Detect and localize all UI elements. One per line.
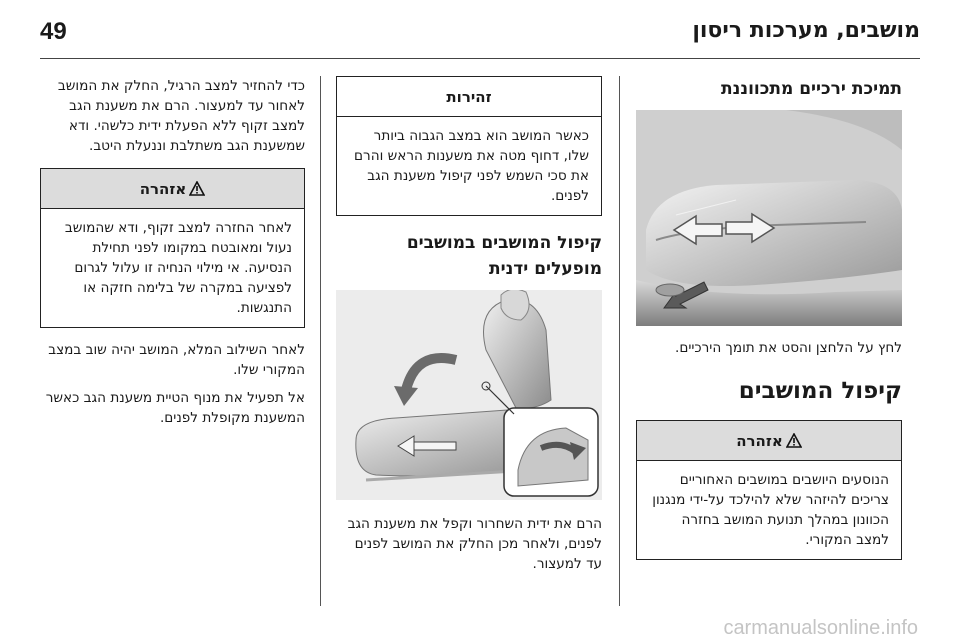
left-column [40,76,305,428]
warning-triangle-icon [189,171,205,211]
manual-seat-folding-heading: קיפול המושבים במושבים מופעלים ידנית [406,233,602,279]
warning-box-title: אזהרה [736,432,783,450]
warning-box-header [637,421,901,461]
warning-box-rear-passengers [636,420,902,560]
do-not-tilt-text: אל תפעיל את מנוף הטיית משענת הגב כאשר המשענת מקופלת לפנים. [45,390,305,426]
middle-column [336,76,602,574]
caution-box-text: כאשר המושב הוא במצב הגבוה ביותר שלו, דחוף מטה את משענות הראש והרם את סכי השמש לפני קיפול משענת הגב לפנים. [354,128,589,204]
warning-box-text: הנוסעים היושבים במושבים האחוריים צריכים להיזהר שלא להילכד על-ידי מנגנון הכוונון במהלך תנועת המושב בחזרה למצב המקורי. [652,472,889,548]
seat-folding-illustration [336,290,602,500]
thigh-support-heading: תמיכת ירכיים מתכווננת [721,79,902,99]
seat-folding-title: קיפול המושבים [738,378,902,404]
warning-box-header [41,169,304,209]
column-divider-left [320,76,321,606]
site-watermark: carmanualsonline.info [723,617,918,639]
warning-box-title: אזהרה [139,180,187,198]
caution-box-header: זהירות [337,77,601,117]
thigh-support-illustration [636,110,902,326]
warning-box-text: לאחר החזרה למצב זקוף, ודא שהמושב נעול ומאובטח במקומו לפני תחילת הנסיעה. אי מילוי הנחיה זו עלול לגרום לפציעה במקרה של בלימה חזקה או התנגשות. [64,220,292,316]
header-rule [40,58,920,59]
page-number: 49 [40,18,67,45]
caution-box [336,76,602,216]
page-header [40,14,920,50]
thigh-support-photo [636,110,902,326]
warning-box-upright [40,168,305,328]
page-title: מושבים, מערכות ריסון [692,18,920,43]
right-column [636,76,902,560]
return-to-normal-text: כדי להחזיר למצב הרגיל, החלק את המושב לאחור עד למעצור. הרם את משענת הגב למצב זקוף ללא הפעלת ידית כלשהי. ודא שמשענת הגב משתלבת וננעלת היטב. [57,78,305,154]
locked-position-text: לאחר השילוב המלא, המושב יהיה שוב במצב המקורי שלו. [48,342,305,378]
seat-folding-photo [336,290,602,500]
warning-triangle-icon [786,423,802,463]
thigh-support-caption: לחץ על הלחצן והסט את תומך הירכיים. [675,340,902,356]
seat-folding-caption: הרם את ידית השחרור וקפל את משענת הגב לפנים, ולאחר מכן החלק את המושב לפנים עד למעצור. [347,516,602,572]
column-divider-right [619,76,620,606]
